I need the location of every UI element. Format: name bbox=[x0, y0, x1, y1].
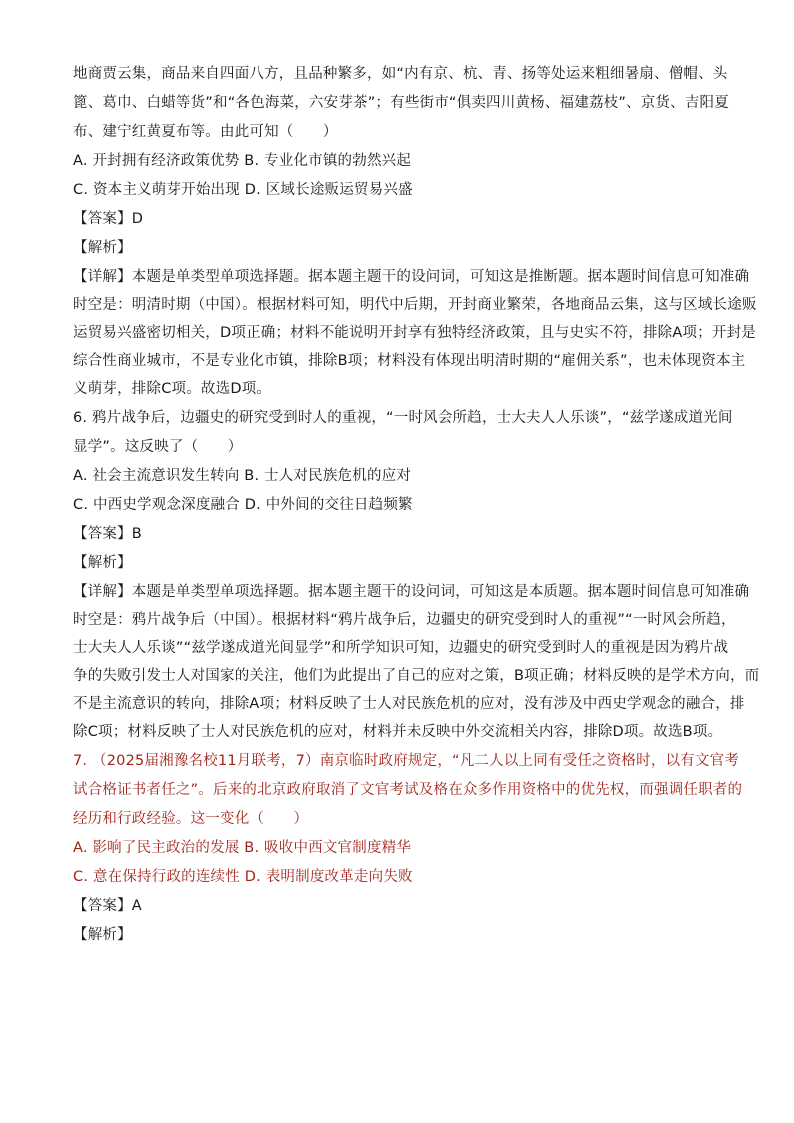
q6-detail-line-4: 争的失败引发士人对国家的关注，他们为此提出了自己的应对之策，B项正确；材料反映的是学术方向，而 bbox=[73, 668, 760, 684]
q7-stem-line-1: 7. （2025届湘豫名校11月联考，7）南京临时政府规定，“凡二人以上同有受任之资格时，以有文官考 bbox=[73, 753, 740, 769]
q5-detail-line-4: 综合性商业城市，不是专业化市镇，排除B项；材料没有体现出明清时期的“雇佣关系”，也未体现资本主 bbox=[73, 353, 746, 369]
q6-analysis-label: 【解析】 bbox=[73, 555, 132, 571]
q5-options-cd: C. 资本主义萌芽开始出现 D. 区域长途贩运贸易兴盛 bbox=[73, 182, 413, 198]
q5-answer: 【答案】D bbox=[73, 211, 144, 227]
q7-options-cd: C. 意在保持行政的连续性 D. 表明制度改革走向失败 bbox=[73, 869, 413, 885]
q6-stem-line-1: 6. 鸦片战争后，边疆史的研究受到时人的重视，“一时风会所趋，士大夫人人乐谈”，“兹学遂成道光间 bbox=[73, 410, 733, 426]
question-6 bbox=[73, 406, 760, 744]
q6-detail-line-5: 不是主流意识的转向，排除A项；材料反映了士人对民族危机的应对，没有涉及中西史学观念的融合，排 bbox=[73, 696, 745, 712]
q5-detail-line-2: 时空是：明清时期（中国）。根据材料可知，明代中后期，开封商业繁荣，各地商品云集，这与区域长途贩 bbox=[73, 297, 757, 313]
q5-detail-line-1: 【详解】本题是单类型单项选择题。据本题主题干的设问词，可知这是推断题。据本题时间信息可知准确 bbox=[73, 269, 750, 285]
q6-answer: 【答案】B bbox=[73, 526, 142, 542]
q5-analysis-label: 【解析】 bbox=[73, 240, 132, 256]
q5-options-ab: A. 开封拥有经济政策优势 B. 专业化市镇的勃然兴起 bbox=[73, 153, 412, 169]
q5-stem-line-2: 篦、葛巾、白蜡等货”和“各色海菜，六安芽茶”；有些街市“俱卖四川黄杨、福建荔枝”、京货、吉阳夏 bbox=[73, 95, 729, 111]
q5-detail-line-3: 运贸易兴盛密切相关，D项正确；材料不能说明开封享有独特经济政策，且与史实不符，排除A项；开封是 bbox=[73, 325, 756, 341]
q6-options-cd: C. 中西史学观念深度融合 D. 中外间的交往日趋频繁 bbox=[73, 497, 413, 513]
page-content bbox=[73, 62, 760, 952]
q7-stem-line-2: 试合格证书者任之”。后来的北京政府取消了文官考试及格在众多作用资格中的优先权，而强调任职者的 bbox=[73, 782, 743, 798]
q5-detail-line-5: 义萌芽，排除C项。故选D项。 bbox=[73, 381, 272, 397]
q7-options-ab: A. 影响了民主政治的发展 B. 吸收中西文官制度精华 bbox=[73, 840, 412, 856]
question-5 bbox=[73, 62, 757, 401]
question-7 bbox=[73, 749, 743, 947]
q5-stem-line-3: 布、建宁红黄夏布等。由此可知（ ） bbox=[73, 124, 338, 140]
q6-detail-line-6: 除C项；材料反映了士人对民族危机的应对，材料并未反映中外交流相关内容，排除D项。故选B项。 bbox=[73, 724, 723, 740]
q7-analysis-label: 【解析】 bbox=[73, 927, 132, 943]
q6-detail-line-3: 士大夫人人乐谈”“兹学遂成道光间显学”和所学知识可知，边疆史的研究受到时人的重视是因为鸦片战 bbox=[73, 640, 729, 656]
q6-stem-line-2: 显学”。这反映了（ ） bbox=[73, 439, 243, 455]
q6-detail-line-2: 时空是：鸦片战争后（中国）。根据材料“鸦片战争后，边疆史的研究受到时人的重视”“一时风会所趋， bbox=[73, 612, 736, 628]
q5-stem-line-1: 地商贾云集，商品来自四面八方，且品种繁多，如“内有京、杭、青、扬等处运来粗细暑扇、僧帽、头 bbox=[73, 66, 728, 82]
q7-stem-line-3: 经历和行政经验。这一变化（ ） bbox=[73, 811, 309, 827]
q7-answer: 【答案】A bbox=[73, 898, 142, 914]
q6-detail-line-1: 【详解】本题是单类型单项选择题。据本题主题干的设问词，可知这是本质题。据本题时间信息可知准确 bbox=[73, 584, 750, 600]
q6-options-ab: A. 社会主流意识发生转向 B. 士人对民族危机的应对 bbox=[73, 468, 412, 484]
